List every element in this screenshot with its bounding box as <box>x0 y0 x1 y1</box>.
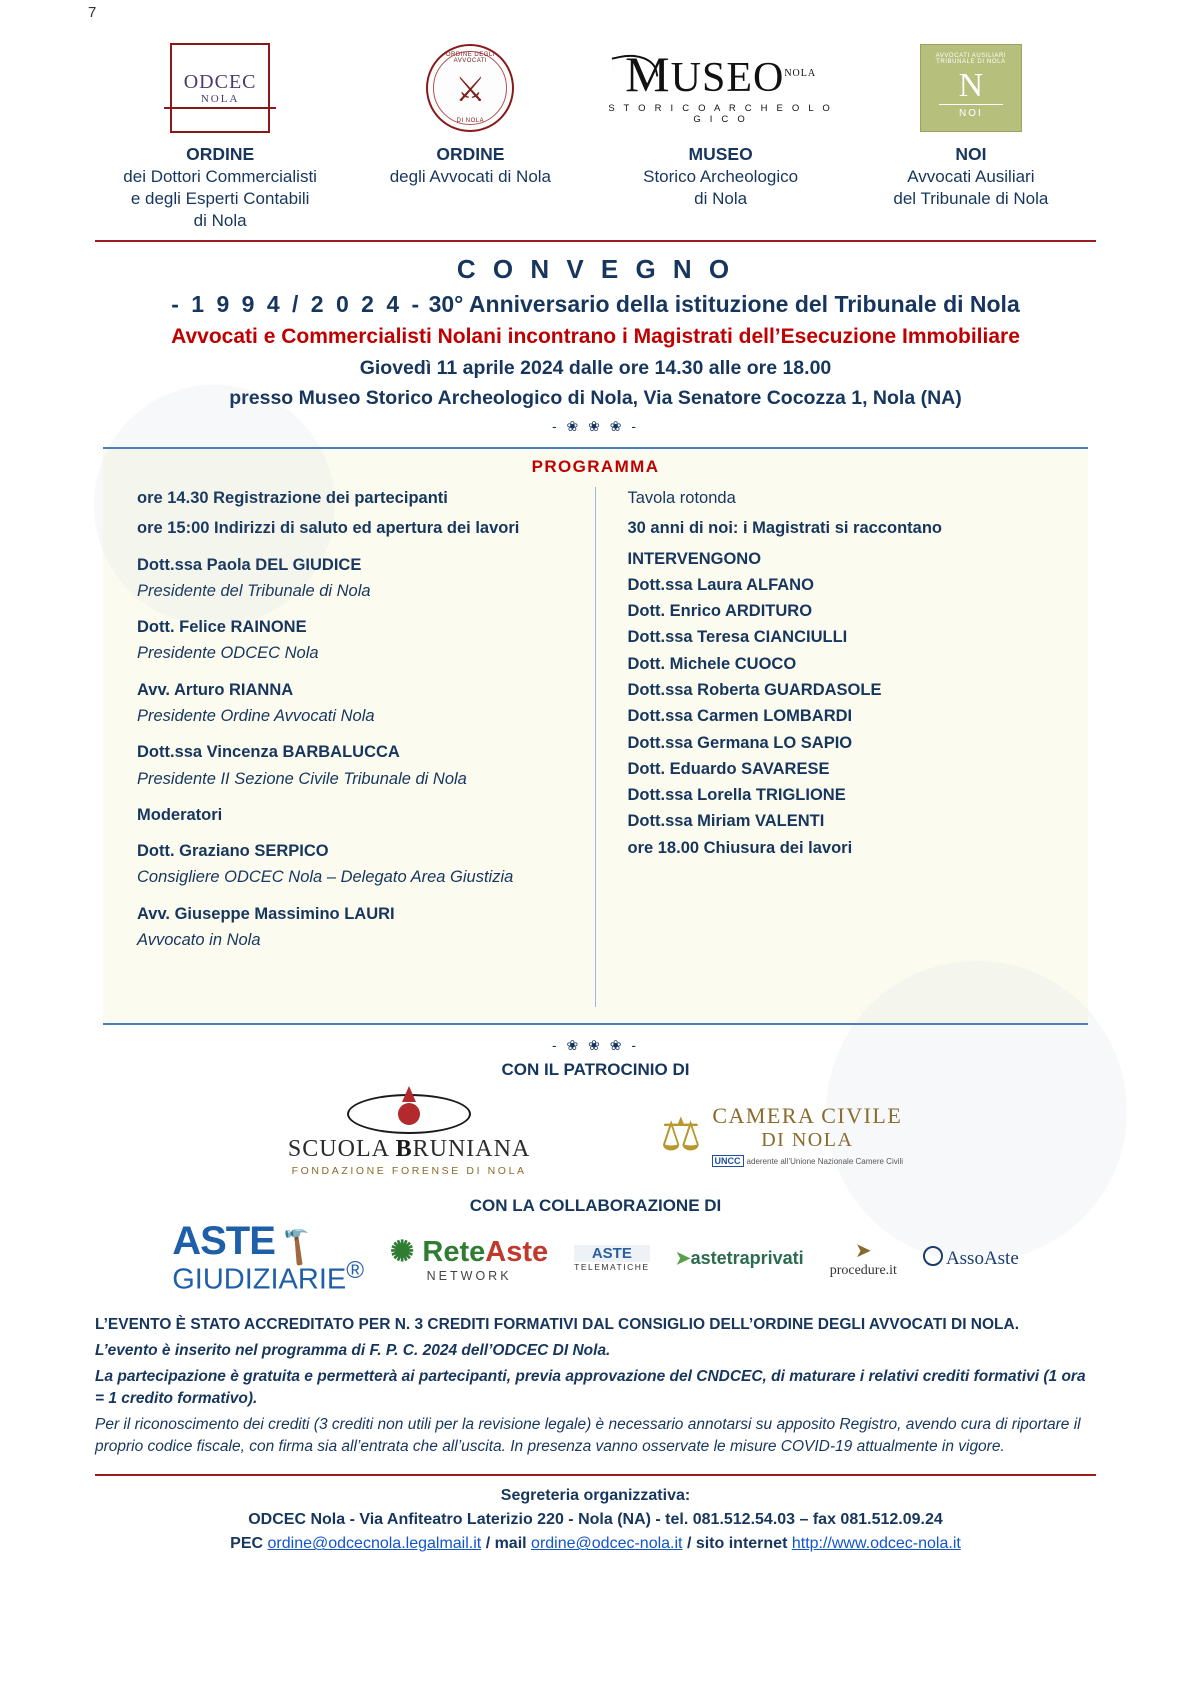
noi-logo <box>920 44 1022 132</box>
scuola-bruniana-name-a: S <box>287 1135 303 1162</box>
programma-speaker-role: Presidente del Tribunale di Nola <box>137 581 371 600</box>
eye-icon <box>347 1094 471 1134</box>
noi-logo-initial: N <box>958 67 984 104</box>
organizer-museo <box>596 38 846 210</box>
procedure-it-name: procedure.it <box>829 1262 897 1278</box>
page-number: 7 <box>88 4 97 21</box>
patronage-section <box>0 1037 1191 1178</box>
organizer-logos-row <box>0 0 1191 232</box>
noi-logo-word: NOI <box>958 108 983 119</box>
odcec-logo-subtext: NOLA <box>200 93 240 105</box>
footer-divider-red <box>95 1474 1096 1476</box>
noi-logo-divider <box>939 104 1003 105</box>
accreditation-line3: La partecipazione è gratuita e permetterà ai partecipanti, previa approvazione del CNDCEC, di maturare i relativi crediti formativi (1 ora = 1 credito formativo). <box>95 1368 1086 1408</box>
accreditation-line1: L’EVENTO È STATO ACCREDITATO PER N. 3 CREDITI FORMATIVI DAL CONSIGLIO DELL’ORDINE DEGLI AVVOCATI DI NOLA. <box>95 1316 1020 1334</box>
programma-columns <box>103 487 1088 1007</box>
globe-icon <box>923 1246 943 1266</box>
organizer-ordine-avvocati <box>345 38 595 188</box>
camera-civile-line3 <box>712 1155 904 1167</box>
event-datetime: Giovedì 11 aprile 2024 dalle ore 14.30 alle ore 18.00 <box>359 357 832 380</box>
programma-speaker-name: Dott.ssa Teresa CIANCIULLI <box>627 628 848 647</box>
pupil-icon <box>398 1103 420 1125</box>
camera-civile-line2: DI NOLA <box>761 1129 854 1152</box>
astetraprivati-logo <box>676 1248 804 1269</box>
programma-moderators-heading: Moderatori <box>137 805 223 824</box>
programma-speaker-role: Presidente ODCEC Nola <box>137 644 319 663</box>
event-title-block <box>0 242 1191 441</box>
scales-icon: ⚖ <box>660 1109 702 1161</box>
astetraprivati-name: astetraprivati <box>690 1247 804 1268</box>
organizer-odcec-sub1: dei Dottori Commercialisti <box>123 166 317 186</box>
seal-figure-icon: ⚔ <box>455 70 486 109</box>
registered-mark: ® <box>346 1257 365 1285</box>
organizer-odcec-sub2: e degli Esperti Contabili <box>130 188 310 208</box>
scuola-bruniana-logo <box>288 1094 530 1177</box>
organizer-odcec-title: ORDINE <box>186 144 255 164</box>
camera-civile-text <box>712 1103 904 1167</box>
programma-speaker-name: Dott. Felice RAINONE <box>137 618 307 637</box>
footer-mail-label: / mail <box>485 1535 527 1553</box>
camera-civile-di-nola-logo <box>660 1103 903 1167</box>
museo-logo-sub: S T O R I C O A R C H E O L O G I C O <box>608 102 833 125</box>
seal-bottom-text: DI NOLA <box>456 118 485 124</box>
programma-column-right <box>596 487 1089 1007</box>
reteaste-network-word: NETWORK <box>426 1268 512 1283</box>
organizer-noi-title: NOI <box>955 144 987 164</box>
programma-roundtable-title: 30 anni di noi: i Magistrati si raccontano <box>627 519 942 538</box>
reteaste-rete: Rete <box>422 1235 486 1268</box>
accreditation-line2: L’evento è inserito nel programma di F. P. C. 2024 dell’ODCEC DI Nola. <box>95 1342 611 1360</box>
organizer-odcec-sub3: di Nola <box>193 211 247 231</box>
aste-giudiziarie-word: ASTE <box>172 1219 275 1264</box>
organizer-avvocati-sub1: degli Avvocati di Nola <box>389 166 552 186</box>
footer-pec-email-link[interactable]: ordine@odcecnola.legalmail.it <box>267 1535 482 1553</box>
footer-pec-label: PEC <box>230 1535 264 1553</box>
organizer-odcec <box>95 38 345 232</box>
gavel-icon: 🔨 <box>271 1220 320 1269</box>
procedure-it-logo <box>830 1238 897 1279</box>
programma-speaker-name: Dott. Michele CUOCO <box>627 654 797 673</box>
scuola-bruniana-name <box>288 1136 530 1163</box>
programma-speaker-name: Avv. Arturo RIANNA <box>137 680 294 699</box>
organizer-museo-sub1: Storico Archeologico <box>643 166 799 186</box>
footer-site-label: / sito internet <box>686 1535 788 1553</box>
programma-speaker-name: Dott.ssa Lorella TRIGLIONE <box>627 786 846 805</box>
ordine-avvocati-seal-logo <box>426 44 514 132</box>
scuola-bruniana-sub: FONDAZIONE FORENSE DI NOLA <box>291 1164 527 1177</box>
organizer-noi-sub1: Avvocati Ausiliari <box>907 166 1035 186</box>
reteaste-name <box>390 1234 548 1269</box>
museo-logo-wrap <box>596 38 846 138</box>
programma-speaker-name: Dott.ssa Roberta GUARDASOLE <box>627 681 882 700</box>
programma-speaker-name: Dott.ssa Vincenza BARBALUCCA <box>137 743 400 762</box>
camera-civile-line1: CAMERA CIVILE <box>712 1103 903 1129</box>
footer-contacts <box>0 1532 1191 1556</box>
programma-speaker-name: Dott. Enrico ARDITURO <box>627 602 813 621</box>
organizer-noi-sub2: del Tribunale di Nola <box>893 188 1049 208</box>
programma-column-left <box>103 487 596 1007</box>
odcec-logo-text: ODCEC <box>183 71 257 93</box>
museo-logo-rest: USEO <box>670 55 785 102</box>
programma-speaker-name: Dott. Eduardo SAVARESE <box>627 759 830 778</box>
chevron-icon: ➤ <box>675 1247 691 1268</box>
aste-giudiziarie-line2 <box>172 1257 365 1296</box>
ordine-avvocati-logo-wrap <box>345 38 595 138</box>
flame-icon <box>402 1086 416 1102</box>
star-icon: ✺ <box>390 1235 415 1268</box>
programma-closing-line: ore 18.00 Chiusura dei lavori <box>627 838 853 857</box>
anniversary-text: 30° Anniversario della istituzione del Tribunale di Nola <box>428 291 1020 318</box>
footer-mail-email-link[interactable]: ordine@odcec-nola.it <box>531 1535 683 1553</box>
programma-speaker-name: Dott.ssa Laura ALFANO <box>627 575 814 594</box>
programma-speaker-role: Consigliere ODCEC Nola – Delegato Area Giustizia <box>137 868 514 887</box>
noi-logo-arc-text: AVVOCATI AUSILIARI TRIBUNALE DI NOLA <box>935 53 1007 65</box>
camera-civile-note: aderente all’Unione Nazionale Camere Civili <box>746 1157 904 1167</box>
programma-speaker-name: Dott.ssa Germana LO SAPIO <box>627 733 853 752</box>
scuola-bruniana-name-b: CUOLA <box>302 1135 396 1162</box>
organizer-museo-sub2: di Nola <box>694 188 748 208</box>
event-subtitle: Avvocati e Commercialisti Nolani incontrano i Magistrati dell’Esecuzione Immobiliare <box>171 325 1020 349</box>
programma-speaker-role: Presidente Ordine Avvocati Nola <box>137 707 375 726</box>
seal-top-text: ORDINE DEGLI AVVOCATI <box>445 52 495 64</box>
organizer-noi <box>846 38 1096 210</box>
odcec-logo-bar <box>164 107 276 109</box>
programma-line: ore 15:00 Indirizzi di saluto ed apertura dei lavori <box>137 519 520 538</box>
reteaste-aste: Aste <box>485 1235 549 1268</box>
collaboration-logos <box>0 1219 1191 1296</box>
programma-heading: PROGRAMMA <box>531 457 660 477</box>
organizer-museo-title: MUSEO <box>688 144 753 164</box>
aste-giudiziarie-line1 <box>172 1219 364 1269</box>
programma-section <box>103 447 1088 1025</box>
accreditation-line4: Per il riconoscimento dei crediti (3 crediti non utili per la revisione legale) è necessario annotarsi su apposito Registro, avendo cura di riportare il proprio codice fiscale, con firma sia all’entrata che all’uscita. In presenza vanno osservate le misure COVID-19 attualmente in vigore. <box>95 1416 1081 1456</box>
swish-icon: ➤ <box>854 1239 872 1262</box>
event-venue: presso Museo Storico Archeologico di Nola, Via Senatore Cocozza 1, Nola (NA) <box>229 387 962 410</box>
footer-heading: Segreteria organizzativa: <box>500 1487 691 1505</box>
reteaste-network-logo <box>390 1234 548 1283</box>
programma-speaker-name: Dott.ssa Miriam VALENTI <box>627 812 825 831</box>
odcec-nola-logo <box>170 43 270 133</box>
aste-telematiche-line2: TELEMATICHE <box>574 1261 650 1272</box>
aste-giudiziarie-word2: GIUDIZIARIE <box>172 1263 347 1296</box>
noi-logo-wrap <box>846 38 1096 138</box>
footer-site-url-link[interactable]: http://www.odcec-nola.it <box>791 1535 961 1553</box>
title-ornament: - ❀ ❀ ❀ - <box>551 418 640 435</box>
event-anniversary-line <box>60 291 1131 318</box>
aste-telematiche-logo <box>574 1245 649 1272</box>
uncc-badge: UNCC <box>712 1155 744 1167</box>
programma-speaker-name: Dott.ssa Paola DEL GIUDICE <box>137 555 362 574</box>
anniversary-years: - 1 9 9 4 / 2 0 2 4 - <box>171 291 423 318</box>
museo-logo <box>606 46 836 125</box>
footer-section <box>0 1484 1191 1556</box>
event-type-heading: C O N V E G N O <box>456 254 735 285</box>
programma-speaker-name: Avv. Giuseppe Massimino LAURI <box>137 904 395 923</box>
museo-logo-nola: NOLA <box>784 68 817 80</box>
patronage-logos <box>0 1092 1191 1178</box>
patronage-label: CON IL PATROCINIO DI <box>501 1060 690 1080</box>
programma-speaker-role: Presidente II Sezione Civile Tribunale di Nola <box>137 769 467 788</box>
aste-telematiche-line1: ASTE <box>574 1245 649 1262</box>
aste-giudiziarie-logo <box>172 1219 365 1296</box>
assoaste-logo <box>923 1246 1019 1270</box>
scuola-bruniana-name-c: B <box>395 1135 413 1162</box>
assoaste-name: AssoAste <box>945 1248 1019 1270</box>
organizer-avvocati-title: ORDINE <box>436 144 505 164</box>
patronage-ornament: - ❀ ❀ ❀ - <box>551 1037 640 1054</box>
footer-address: ODCEC Nola - Via Anfiteatro Laterizio 220 - Nola (NA) - tel. 081.512.54.03 – fax 081.512.09.24 <box>248 1511 943 1529</box>
programma-roundtable-label: Tavola rotonda <box>627 489 736 508</box>
programma-speaker-role: Avvocato in Nola <box>137 930 261 949</box>
museo-logo-m: M <box>625 46 671 103</box>
scuola-bruniana-name-d: RUNIANA <box>412 1135 531 1162</box>
programma-line: ore 14.30 Registrazione dei partecipanti <box>137 489 448 508</box>
accreditation-section <box>95 1314 1096 1458</box>
programma-speaker-name: Dott. Graziano SERPICO <box>137 842 329 861</box>
odcec-nola-logo-wrap <box>95 38 345 138</box>
programma-speaker-name: Dott.ssa Carmen LOMBARDI <box>627 707 853 726</box>
programma-speakers-heading: INTERVENGONO <box>627 549 762 568</box>
collaboration-label: CON LA COLLABORAZIONE DI <box>469 1196 722 1216</box>
